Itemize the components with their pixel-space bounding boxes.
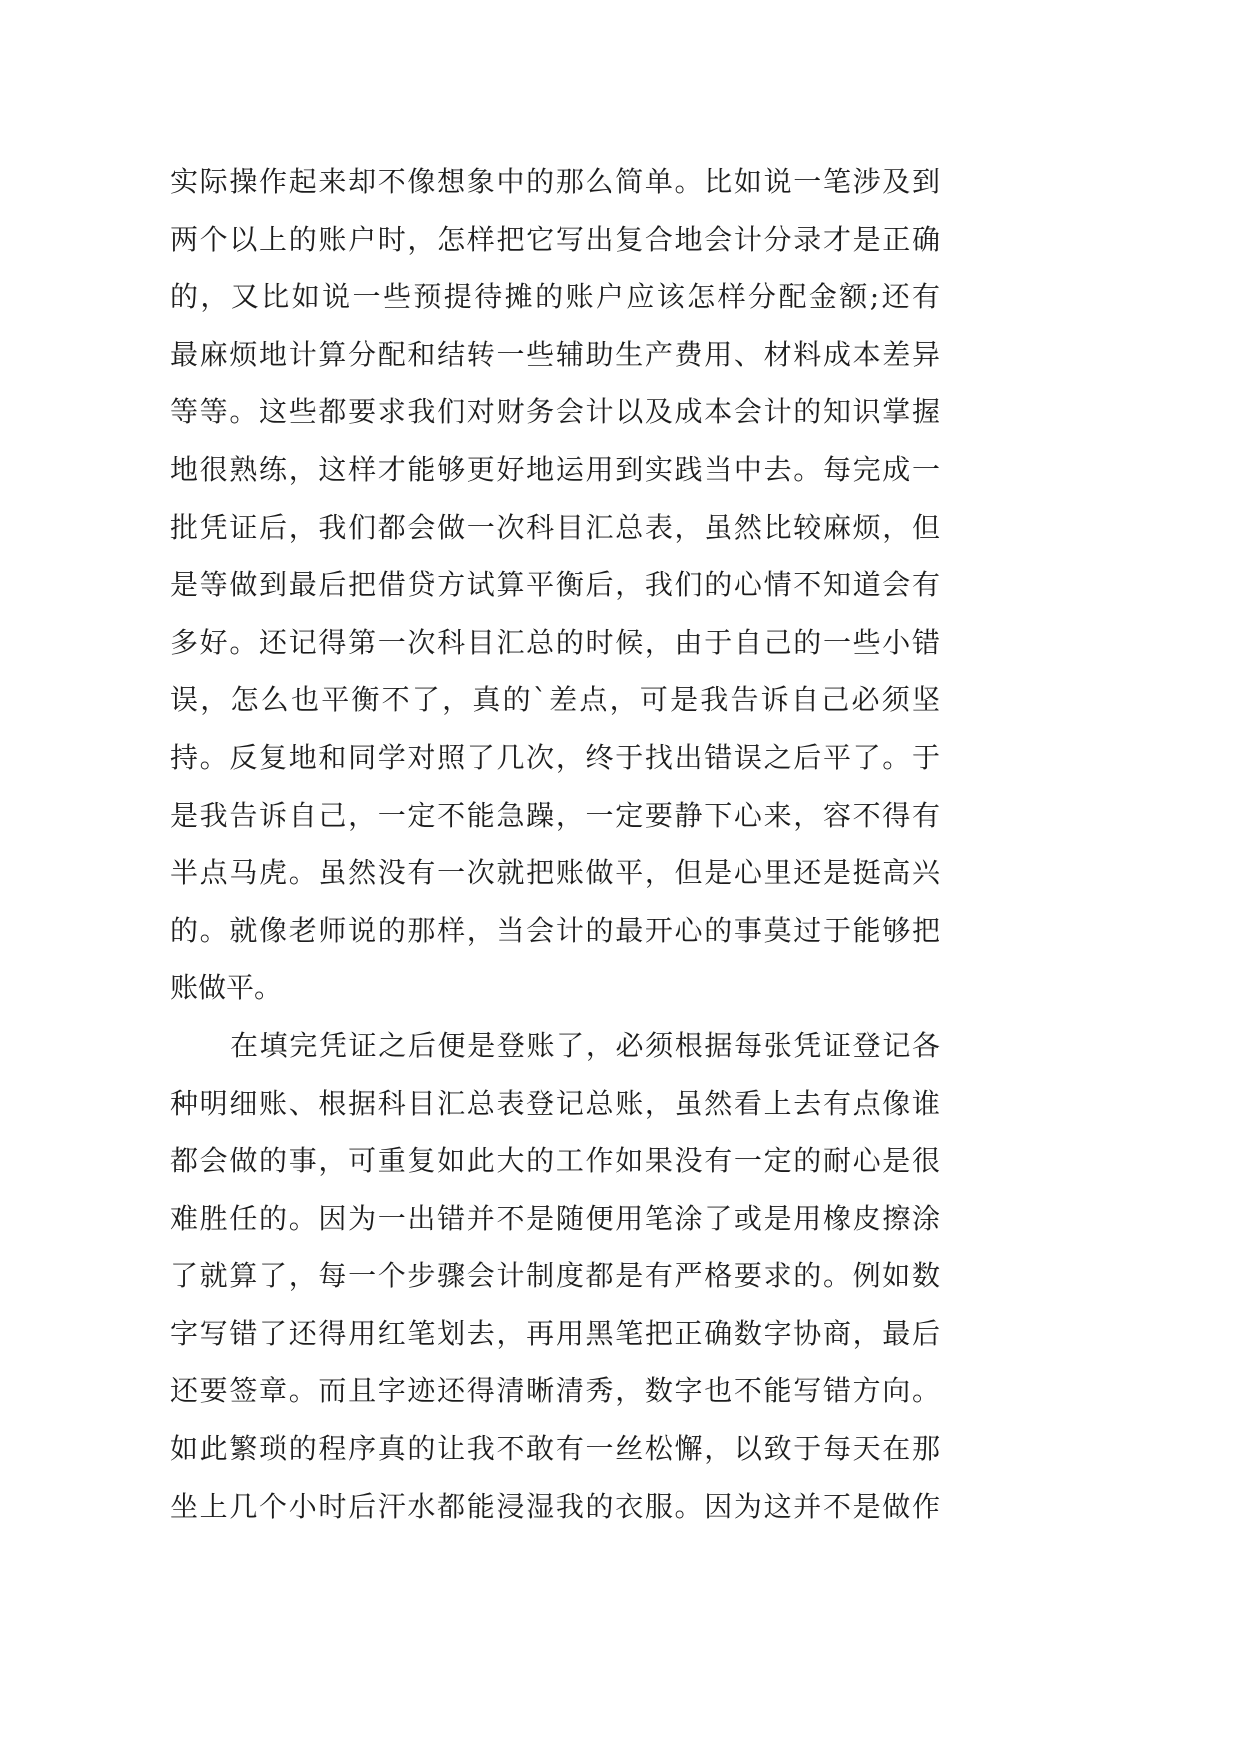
text-line: 了就算了，每一个步骤会计制度都是有严格要求的。例如数: [170, 1259, 940, 1293]
text-line: 种明细账、根据科目汇总表登记总账，虽然看上去有点像谁: [170, 1086, 940, 1120]
text-line: 是我告诉自己，一定不能急躁，一定要静下心来，容不得有: [170, 798, 940, 832]
text-line: 实际操作起来却不像想象中的那么简单。比如说一笔涉及到: [170, 165, 940, 198]
text-line: 在填完凭证之后便是登账了，必须根据每张凭证登记各: [230, 1028, 940, 1062]
text-line: 字写错了还得用红笔划去，再用黑笔把正确数字协商，最后: [170, 1316, 940, 1350]
text-line: 难胜任的。因为一出错并不是随便用笔涂了或是用橡皮擦涂: [170, 1201, 940, 1235]
text-line: 是等做到最后把借贷方试算平衡后，我们的心情不知道会有: [170, 568, 940, 602]
text-line: 还要签章。而且字迹还得清晰清秀，数字也不能写错方向。: [170, 1374, 940, 1408]
text-line: 地很熟练，这样才能够更好地运用到实践当中去。每完成一: [170, 452, 940, 486]
text-line: 的，又比如说一些预提待摊的账户应该怎样分配金额;还有: [170, 280, 940, 314]
text-line: 的。就像老师说的那样，当会计的最开心的事莫过于能够把: [170, 913, 940, 947]
text-line: 两个以上的账户时，怎样把它写出复合地会计分录才是正确: [170, 222, 940, 256]
paragraph: [170, 1017, 940, 1535]
text-line: 半点马虎。虽然没有一次就把账做平，但是心里还是挺高兴: [170, 856, 940, 890]
text-line: 最麻烦地计算分配和结转一些辅助生产费用、材料成本差异: [170, 337, 940, 371]
paragraph: [170, 153, 940, 1017]
text-line: 批凭证后，我们都会做一次科目汇总表，虽然比较麻烦，但: [170, 510, 940, 544]
text-line: 账做平。: [170, 971, 283, 1005]
text-line: 如此繁琐的程序真的让我不敢有一丝松懈，以致于每天在那: [170, 1432, 940, 1466]
text-line: 坐上几个小时后汗水都能浸湿我的衣服。因为这并不是做作: [170, 1489, 940, 1523]
body-text: [170, 153, 940, 1535]
text-line: 持。反复地和同学对照了几次，终于找出错误之后平了。于: [170, 740, 940, 774]
text-line: 都会做的事，可重复如此大的工作如果没有一定的耐心是很: [170, 1144, 940, 1178]
text-line: 多好。还记得第一次科目汇总的时候，由于自己的一些小错: [170, 625, 940, 659]
text-line: 等等。这些都要求我们对财务会计以及成本会计的知识掌握: [170, 395, 940, 429]
text-line: 误，怎么也平衡不了，真的`差点，可是我告诉自己必须坚: [170, 683, 940, 717]
